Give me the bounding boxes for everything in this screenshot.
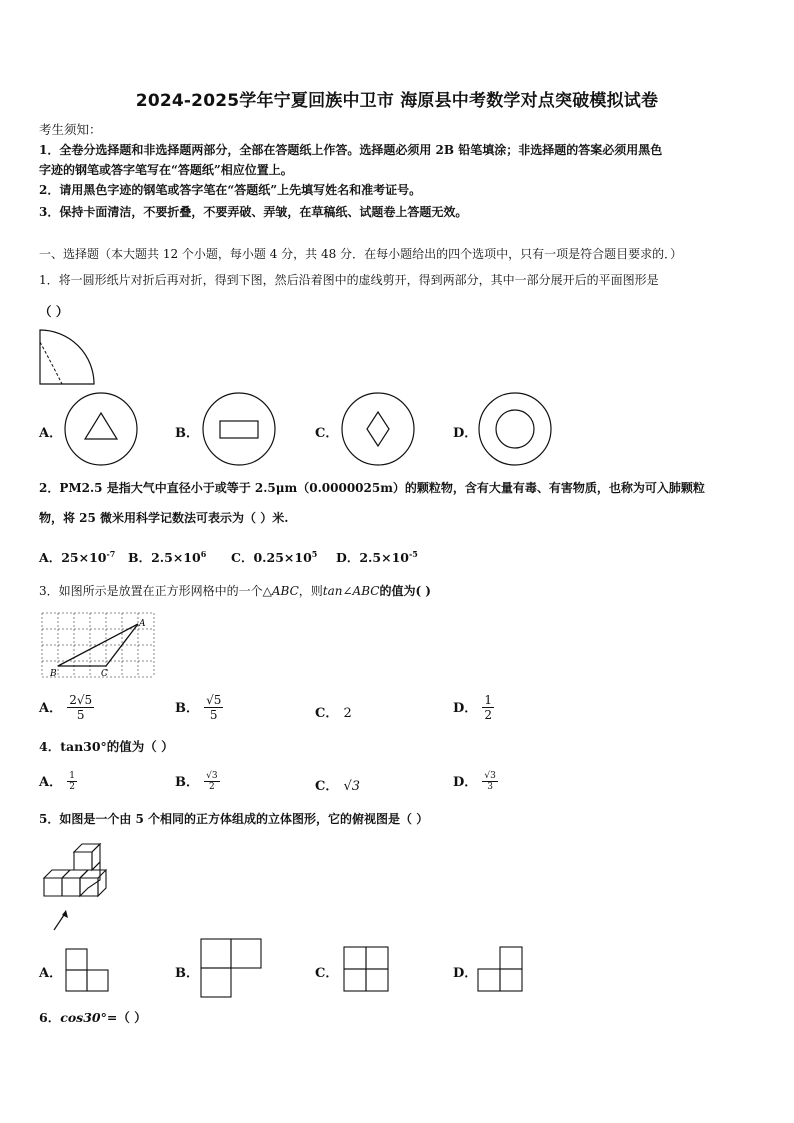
q3-option-b[interactable] [175,693,223,722]
notice-heading: 考生须知： [39,122,102,137]
option-exponent: 6 [200,549,207,559]
q2-stem-cont: 物，将 25 微米用科学记数法可表示为（ ）米. [39,511,289,525]
q2-option-c[interactable] [231,544,317,568]
q2-option-a[interactable] [39,544,115,568]
option-exponent: 5 [311,549,318,559]
option-label: C． [315,706,339,721]
q3-option-d[interactable] [453,693,494,722]
q5-option-a-top-view[interactable] [65,948,109,994]
option-fraction: $\frac{√5}{5}$ [206,693,222,722]
q5-option-c-label[interactable]: C． [315,966,339,981]
section-heading: 一、选择题（本大题共 12 个小题，每小题 4 分，共 48 分．在每小题给出的四个选项中，只有一项是符合题目要求的．） [39,247,683,261]
q3-stem [39,581,431,601]
q4-option-b[interactable] [175,771,220,792]
option-label: C． [231,550,254,566]
q5-cube-stack-figure [38,840,112,932]
option-label: D． [336,550,360,566]
option-label: A． [39,701,63,716]
q5-option-b-top-view[interactable] [200,938,262,1000]
option-base: 2.5×10 [359,550,409,566]
q3-stem-suffix: 的值为( ) [379,584,431,598]
q1-option-c-circle-rhombus[interactable] [340,391,416,467]
q1-option-b-label[interactable]: B． [175,426,199,441]
q3-label-c: C [101,669,108,679]
option-label: A． [39,775,63,790]
q3-stem-prefix: 3．如图所示是放置在正方形网格中的一个 [39,584,263,598]
q2-option-d[interactable] [336,544,418,568]
q1-stem: 1．将一圆形纸片对折后再对折，得到下图，然后沿着图中的虚线剪开，得到两部分，其中一部分展开后的平面图形是 [39,273,659,287]
option-base: 25×10 [61,550,107,566]
q5-option-a-label[interactable]: A． [39,966,63,981]
q6-prefix: 6． [39,1010,61,1025]
option-exponent: -5 [408,549,418,559]
option-base: 0.25×10 [253,550,312,566]
q4-stem: 4．tan30°的值为（ ） [39,739,174,754]
q5-stem: 5．如图是一个由 5 个相同的正方体组成的立体图形，它的俯视图是（ ） [39,812,429,826]
page-title: 2024-2025学年宁夏回族中卫市 海原县中考数学对点突破模拟试卷 [135,91,659,111]
option-exponent: -7 [106,549,116,559]
option-fraction: $\frac{2√5}{5}$ [69,693,93,722]
q3-stem-mid: ，则 [298,584,323,598]
q2-stem: 2．PM2.5 是指大气中直径小于或等于 2.5μm（0.0000025m）的颗粒物，含有大量有毒、有害物质，也称为可入肺颗粒 [39,481,705,495]
q4-option-d[interactable] [453,771,498,792]
q1-option-a-label[interactable]: A． [39,426,63,441]
q3-expression: tan∠ABC [322,584,380,598]
option-base: 2.5×10 [151,550,201,566]
option-label: D． [453,701,478,716]
q6-stem [39,1008,147,1028]
q3-grid-triangle-figure [41,612,159,684]
q1-option-d-concentric-circles[interactable] [477,391,553,467]
option-value: 2 [343,706,352,721]
option-value: √3 [343,779,361,794]
q5-option-c-top-view[interactable] [343,946,391,994]
option-label: B． [128,550,152,566]
q1-blank: （ ） [39,304,69,319]
q6-expression: cos30° [60,1010,107,1025]
q4-option-c[interactable] [315,775,360,794]
q3-option-c[interactable] [315,702,352,721]
notice-item: 1．全卷分选择题和非选择题两部分，全部在答题纸上作答。选择题必须用 2B 铅笔填涂；非选择题的答案必须用黑色 [39,143,663,157]
notice-item: 字迹的钢笔或答字笔写在“答题纸”相应位置上。 [39,163,293,177]
option-label: B． [175,701,199,716]
q2-option-b[interactable] [128,544,206,568]
option-fraction: $\frac{√3}{2}$ [206,771,218,792]
q1-option-a-circle-triangle[interactable] [63,391,139,467]
q3-label-a: A [139,619,146,629]
notice-item: 2．请用黑色字迹的钢笔或答字笔在“答题纸”上先填写姓名和准考证号。 [39,183,422,197]
option-label: A． [39,550,62,566]
option-fraction: $\frac{√3}{3}$ [484,771,496,792]
q1-option-d-label[interactable]: D． [453,426,478,441]
q4-option-a[interactable] [39,771,77,792]
q5-option-d-top-view[interactable] [477,946,525,994]
q5-option-b-label[interactable]: B． [175,966,199,981]
option-label: C． [315,779,339,794]
option-label: D． [453,775,478,790]
notice-item: 3．保持卡面清洁，不要折叠，不要弄破、弄皱，在草稿纸、试题卷上答题无效。 [39,205,468,219]
q3-option-a[interactable] [39,693,94,722]
option-fraction: $\frac{1}{2}$ [484,693,493,722]
q6-suffix: =（ ） [106,1010,147,1025]
option-label: B． [175,775,199,790]
option-fraction: $\frac{1}{2}$ [69,771,75,792]
q5-option-d-label[interactable]: D． [453,966,478,981]
q1-folded-paper-figure [38,328,98,386]
q3-label-b: B [50,669,57,679]
q1-option-b-circle-rectangle[interactable] [201,391,277,467]
q1-option-c-label[interactable]: C． [315,426,339,441]
q3-triangle-symbol: △ABC [262,584,299,598]
